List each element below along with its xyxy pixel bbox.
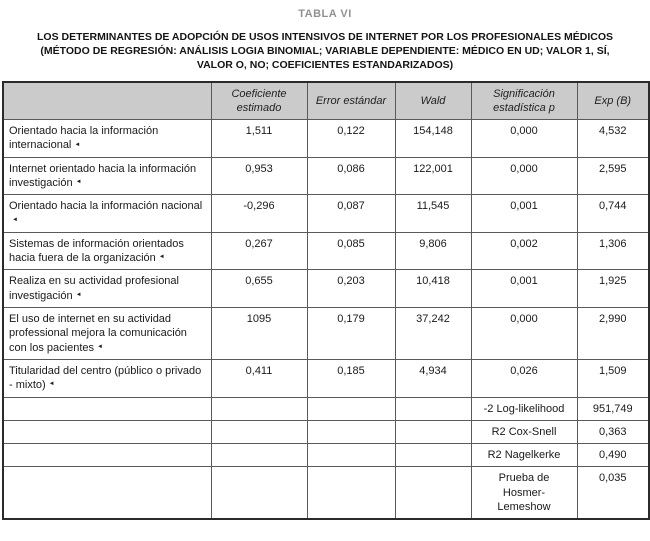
- summary-value: 0,363: [577, 420, 649, 443]
- cell-end-marker-icon: ◄: [75, 291, 82, 298]
- empty-cell: [3, 397, 211, 420]
- value-cell: 0,122: [307, 120, 395, 158]
- value-cell: 1,511: [211, 120, 307, 158]
- row-label: Orientado hacia la información internacional: [9, 125, 159, 152]
- summary-label: Prueba de Hosmer-Lemeshow: [471, 467, 577, 519]
- value-cell: 0,267: [211, 232, 307, 270]
- value-cell: 1095: [211, 308, 307, 360]
- value-cell: 0,000: [471, 157, 577, 195]
- summary-value: 951,749: [577, 397, 649, 420]
- column-header: Error estándar: [307, 82, 395, 120]
- value-cell: 4,934: [395, 359, 471, 397]
- summary-value: 0,035: [577, 467, 649, 519]
- value-cell: 0,000: [471, 308, 577, 360]
- empty-cell: [3, 420, 211, 443]
- value-cell: 0,179: [307, 308, 395, 360]
- table-row: [3, 120, 649, 158]
- column-header: Coeficiente estimado: [211, 82, 307, 120]
- summary-row: [3, 420, 649, 443]
- value-cell: 10,418: [395, 270, 471, 308]
- column-header: Significación estadística p: [471, 82, 577, 120]
- table-header-row: [3, 82, 649, 120]
- table-row: [3, 195, 649, 233]
- row-label: Internet orientado hacia la información investigación: [9, 162, 197, 189]
- value-cell: 0,001: [471, 270, 577, 308]
- value-cell: 1,509: [577, 359, 649, 397]
- value-cell: 37,242: [395, 308, 471, 360]
- summary-row: [3, 444, 649, 467]
- value-cell: 11,545: [395, 195, 471, 233]
- value-cell: 122,001: [395, 157, 471, 195]
- row-label-cell: [3, 232, 211, 270]
- cell-end-marker-icon: ◄: [74, 141, 81, 148]
- empty-cell: [395, 397, 471, 420]
- value-cell: 0,953: [211, 157, 307, 195]
- empty-cell: [307, 467, 395, 519]
- row-label: Sistemas de información orientados hacia fuera de la organización: [9, 237, 184, 265]
- value-cell: 0,655: [211, 270, 307, 308]
- value-cell: 0,203: [307, 270, 395, 308]
- empty-cell: [211, 467, 307, 519]
- row-label: Titularidad del centro (público o privado - mixto): [9, 364, 202, 392]
- summary-label: R2 Cox-Snell: [471, 420, 577, 443]
- row-label-cell: [3, 157, 211, 195]
- empty-cell: [211, 420, 307, 443]
- value-cell: 0,085: [307, 232, 395, 270]
- empty-cell: [307, 420, 395, 443]
- table-row: [3, 270, 649, 308]
- regression-results-table: [2, 81, 650, 521]
- summary-value: 0,490: [577, 444, 649, 467]
- cell-end-marker-icon: ◄: [48, 381, 55, 388]
- empty-cell: [211, 397, 307, 420]
- row-label-cell: [3, 195, 211, 233]
- row-label-cell: [3, 120, 211, 158]
- column-header: Wald: [395, 82, 471, 120]
- cell-end-marker-icon: ◄: [97, 343, 103, 350]
- empty-cell: [395, 444, 471, 467]
- value-cell: -0,296: [211, 195, 307, 233]
- summary-label: -2 Log-likelihood: [471, 397, 577, 420]
- table-title: LOS DETERMINANTES DE ADOPCIÓN DE USOS INTENSIVOS DE INTERNET POR LOS PROFESIONALES MÉDICOS (MÉTODO DE REGRESIÓN: ANÁLISIS LOGIA BINOMIAL; VARIABLE DEPENDIENTE: MÉDICO EN UD; VALOR 1, SÍ, VALOR O, NO; COEFICIENTES ESTANDARIZADOS): [36, 31, 613, 72]
- cell-end-marker-icon: ◄: [12, 216, 18, 223]
- row-label-cell: [3, 308, 211, 360]
- value-cell: 2,595: [577, 157, 649, 195]
- table-row: [3, 308, 649, 360]
- empty-cell: [211, 444, 307, 467]
- empty-cell: [395, 420, 471, 443]
- value-cell: 4,532: [577, 120, 649, 158]
- empty-cell: [307, 444, 395, 467]
- value-cell: 1,925: [577, 270, 649, 308]
- row-label: El uso de internet en su actividad professional mejora la comunicación con los pacientes: [9, 313, 187, 354]
- table-row: [3, 359, 649, 397]
- value-cell: 0,001: [471, 195, 577, 233]
- column-header: Exp (B): [577, 82, 649, 120]
- value-cell: 0,002: [471, 232, 577, 270]
- value-cell: 2,990: [577, 308, 649, 360]
- row-label-cell: [3, 359, 211, 397]
- value-cell: 0,744: [577, 195, 649, 233]
- value-cell: 0,087: [307, 195, 395, 233]
- table-number-label: TABLA VI: [298, 8, 352, 20]
- table-row: [3, 157, 649, 195]
- summary-row: [3, 397, 649, 420]
- value-cell: 0,411: [211, 359, 307, 397]
- cell-end-marker-icon: ◄: [158, 254, 165, 261]
- value-cell: 1,306: [577, 232, 649, 270]
- summary-row: [3, 467, 649, 519]
- empty-cell: [3, 444, 211, 467]
- value-cell: 9,806: [395, 232, 471, 270]
- row-label-cell: [3, 270, 211, 308]
- table-row: [3, 232, 649, 270]
- value-cell: 154,148: [395, 120, 471, 158]
- column-header-empty: [3, 82, 211, 120]
- value-cell: 0,026: [471, 359, 577, 397]
- summary-label: R2 Nagelkerke: [471, 444, 577, 467]
- empty-cell: [395, 467, 471, 519]
- value-cell: 0,000: [471, 120, 577, 158]
- empty-cell: [307, 397, 395, 420]
- value-cell: 0,086: [307, 157, 395, 195]
- value-cell: 0,185: [307, 359, 395, 397]
- cell-end-marker-icon: ◄: [75, 179, 82, 186]
- row-label: Orientado hacia la información nacional: [9, 200, 203, 213]
- empty-cell: [3, 467, 211, 519]
- row-label: Realiza en su actividad profesional investigación: [9, 275, 179, 302]
